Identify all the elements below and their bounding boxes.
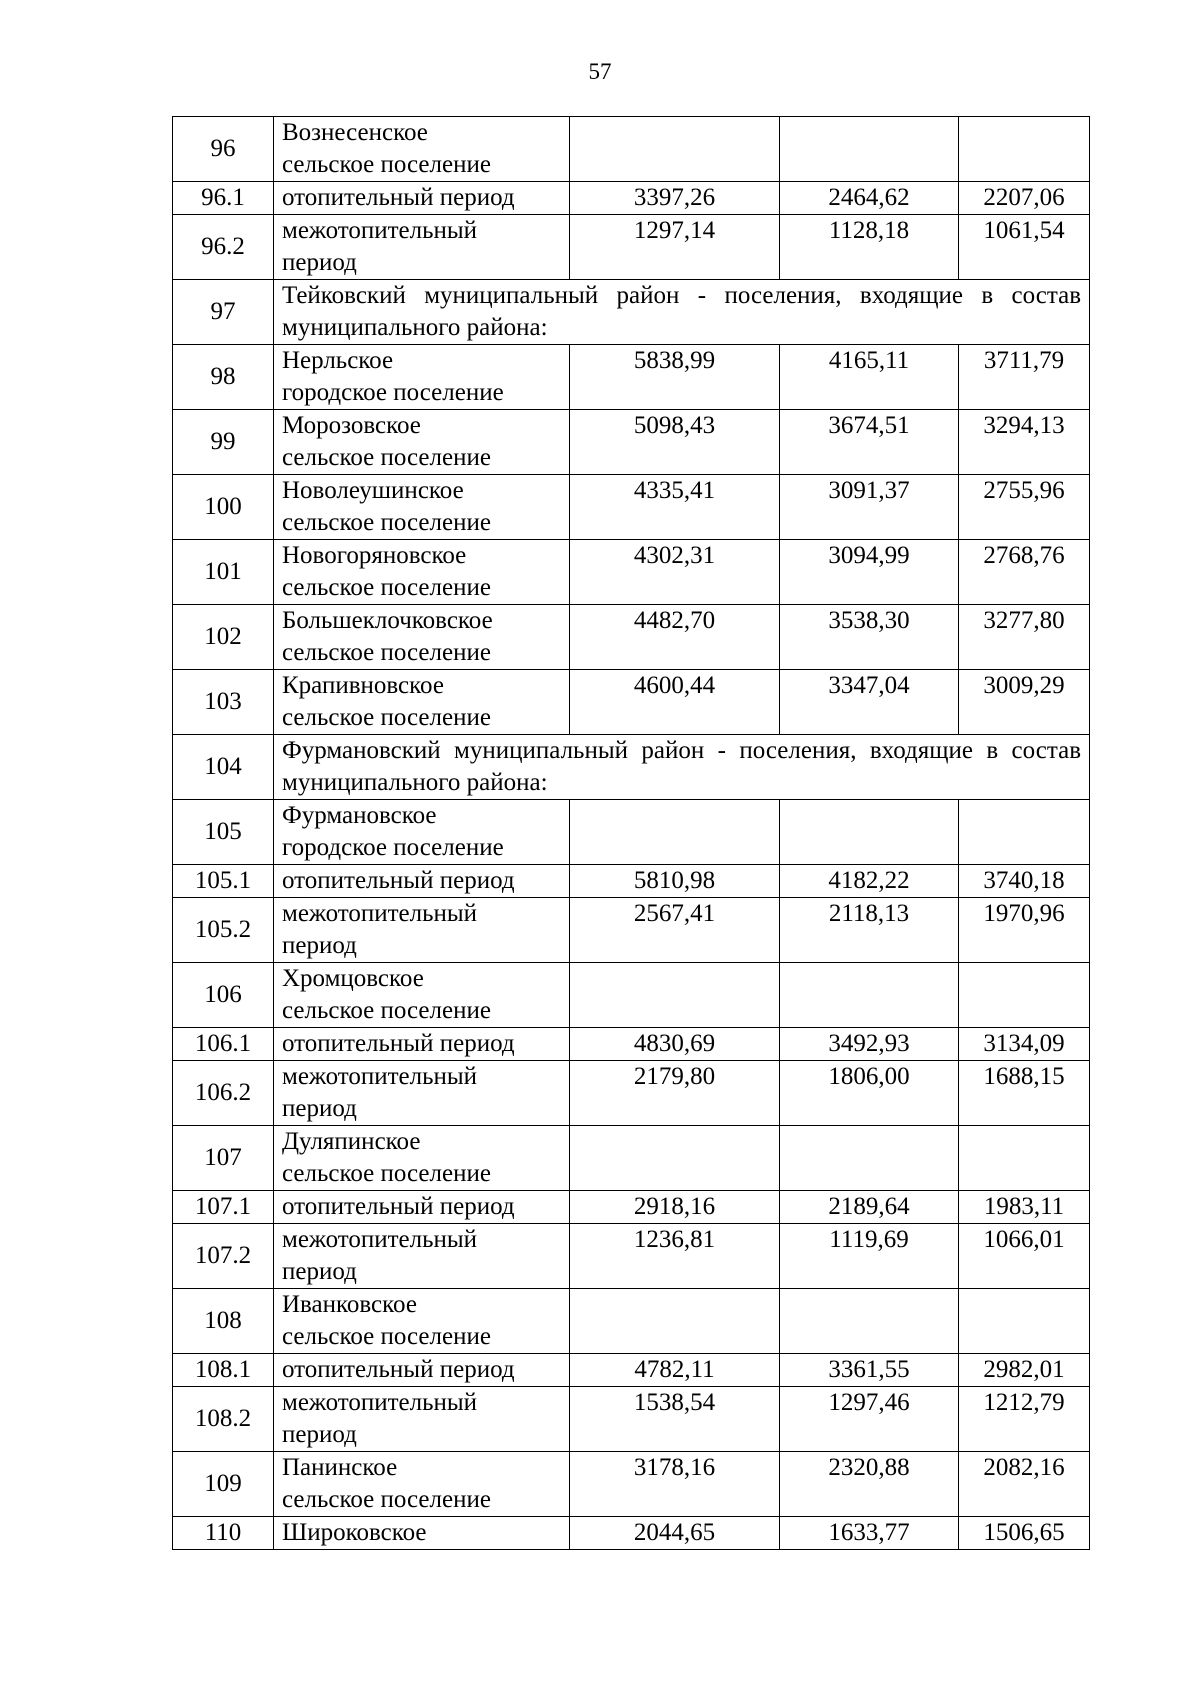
value-col-1: 4482,70 bbox=[570, 605, 780, 670]
value-col-3: 2082,16 bbox=[959, 1452, 1090, 1517]
row-number: 105.2 bbox=[173, 898, 274, 963]
value-col-2: 2189,64 bbox=[780, 1191, 959, 1224]
value-col-1: 3397,26 bbox=[570, 182, 780, 215]
row-number: 97 bbox=[173, 280, 274, 345]
row-number: 106.2 bbox=[173, 1061, 274, 1126]
table-row bbox=[173, 1224, 1090, 1289]
row-number: 108.1 bbox=[173, 1354, 274, 1387]
value-col-1: 4830,69 bbox=[570, 1028, 780, 1061]
value-col-2: 1806,00 bbox=[780, 1061, 959, 1126]
value-col-2: 1297,46 bbox=[780, 1387, 959, 1452]
value-col-1 bbox=[570, 1289, 780, 1354]
value-col-1: 5838,99 bbox=[570, 345, 780, 410]
settlement-name bbox=[274, 1126, 570, 1191]
settlement-name-line: межотопительный bbox=[282, 1389, 478, 1416]
value-col-2: 2464,62 bbox=[780, 182, 959, 215]
settlement-name bbox=[274, 1387, 570, 1452]
settlement-name-line: отопительный период bbox=[282, 1030, 515, 1057]
row-number: 105 bbox=[173, 800, 274, 865]
settlement-name bbox=[274, 865, 570, 898]
settlement-name-line: сельское поселение bbox=[282, 1323, 491, 1350]
value-col-3 bbox=[959, 1126, 1090, 1191]
value-col-2: 3361,55 bbox=[780, 1354, 959, 1387]
settlement-name bbox=[274, 410, 570, 475]
table-row bbox=[173, 1517, 1090, 1550]
value-col-2: 1128,18 bbox=[780, 215, 959, 280]
settlement-name-line: межотопительный bbox=[282, 1226, 478, 1253]
settlement-name-line: сельское поселение bbox=[282, 444, 491, 471]
value-col-3 bbox=[959, 1289, 1090, 1354]
settlement-name-line: период bbox=[282, 1095, 357, 1122]
value-col-3: 2982,01 bbox=[959, 1354, 1090, 1387]
settlement-name bbox=[274, 345, 570, 410]
row-number: 104 bbox=[173, 735, 274, 800]
table-row bbox=[173, 1452, 1090, 1517]
settlement-name bbox=[274, 1191, 570, 1224]
settlement-name bbox=[274, 1061, 570, 1126]
value-col-1: 1297,14 bbox=[570, 215, 780, 280]
value-col-2: 3674,51 bbox=[780, 410, 959, 475]
value-col-2 bbox=[780, 1126, 959, 1191]
row-number: 106.1 bbox=[173, 1028, 274, 1061]
value-col-3: 3134,09 bbox=[959, 1028, 1090, 1061]
settlement-name-line: Новолеушинское bbox=[282, 477, 464, 504]
row-number: 107 bbox=[173, 1126, 274, 1191]
settlement-name bbox=[274, 1354, 570, 1387]
value-col-1: 1236,81 bbox=[570, 1224, 780, 1289]
settlement-name-line: период bbox=[282, 1258, 357, 1285]
settlement-name-line: межотопительный bbox=[282, 217, 478, 244]
value-col-3: 1212,79 bbox=[959, 1387, 1090, 1452]
settlement-name-line: период bbox=[282, 1421, 357, 1448]
district-heading: Тейковский муниципальный район - поселения, входящие в состав муниципального района: bbox=[274, 280, 1090, 345]
tariff-table-body bbox=[173, 117, 1090, 1550]
settlement-name-line: Широковское bbox=[282, 1519, 427, 1546]
settlement-name-line: отопительный период bbox=[282, 867, 515, 894]
row-number: 100 bbox=[173, 475, 274, 540]
table-row bbox=[173, 1354, 1090, 1387]
value-col-1: 1538,54 bbox=[570, 1387, 780, 1452]
value-col-3: 2755,96 bbox=[959, 475, 1090, 540]
value-col-2: 1119,69 bbox=[780, 1224, 959, 1289]
settlement-name-line: сельское поселение bbox=[282, 1160, 491, 1187]
row-number: 108 bbox=[173, 1289, 274, 1354]
value-col-3: 1983,11 bbox=[959, 1191, 1090, 1224]
table-row bbox=[173, 182, 1090, 215]
row-number: 107.2 bbox=[173, 1224, 274, 1289]
table-row bbox=[173, 1028, 1090, 1061]
value-col-3: 2207,06 bbox=[959, 182, 1090, 215]
value-col-1: 4335,41 bbox=[570, 475, 780, 540]
value-col-2: 4182,22 bbox=[780, 865, 959, 898]
settlement-name bbox=[274, 670, 570, 735]
value-col-1 bbox=[570, 800, 780, 865]
value-col-3 bbox=[959, 117, 1090, 182]
table-row bbox=[173, 1191, 1090, 1224]
settlement-name-line: Иванковское bbox=[282, 1291, 417, 1318]
row-number: 110 bbox=[173, 1517, 274, 1550]
value-col-3: 3294,13 bbox=[959, 410, 1090, 475]
value-col-1: 2918,16 bbox=[570, 1191, 780, 1224]
value-col-2: 2320,88 bbox=[780, 1452, 959, 1517]
value-col-3: 1506,65 bbox=[959, 1517, 1090, 1550]
value-col-3: 3277,80 bbox=[959, 605, 1090, 670]
settlement-name bbox=[274, 1517, 570, 1550]
row-number: 96 bbox=[173, 117, 274, 182]
table-row bbox=[173, 1387, 1090, 1452]
settlement-name bbox=[274, 963, 570, 1028]
value-col-2 bbox=[780, 963, 959, 1028]
row-number: 108.2 bbox=[173, 1387, 274, 1452]
row-number: 96.2 bbox=[173, 215, 274, 280]
value-col-1: 2179,80 bbox=[570, 1061, 780, 1126]
settlement-name-line: отопительный период bbox=[282, 184, 515, 211]
settlement-name-line: Морозовское bbox=[282, 412, 421, 439]
settlement-name-line: Дуляпинское bbox=[282, 1128, 421, 1155]
settlement-name-line: Вознесенское bbox=[282, 119, 428, 146]
value-col-3: 3009,29 bbox=[959, 670, 1090, 735]
row-number: 102 bbox=[173, 605, 274, 670]
row-number: 103 bbox=[173, 670, 274, 735]
district-heading: Фурмановский муниципальный район - поселения, входящие в состав муниципального района: bbox=[274, 735, 1090, 800]
value-col-2: 3492,93 bbox=[780, 1028, 959, 1061]
value-col-2 bbox=[780, 800, 959, 865]
table-row bbox=[173, 670, 1090, 735]
settlement-name-line: период bbox=[282, 249, 357, 276]
table-row bbox=[173, 345, 1090, 410]
settlement-name bbox=[274, 540, 570, 605]
row-number: 98 bbox=[173, 345, 274, 410]
settlement-name bbox=[274, 1224, 570, 1289]
settlement-name-line: Панинское bbox=[282, 1454, 398, 1481]
settlement-name bbox=[274, 475, 570, 540]
value-col-3: 1061,54 bbox=[959, 215, 1090, 280]
value-col-1: 2567,41 bbox=[570, 898, 780, 963]
value-col-3: 1688,15 bbox=[959, 1061, 1090, 1126]
settlement-name-line: Нерльское bbox=[282, 347, 394, 374]
value-col-1: 5098,43 bbox=[570, 410, 780, 475]
settlement-name bbox=[274, 1452, 570, 1517]
settlement-name-line: сельское поселение bbox=[282, 639, 491, 666]
row-number: 107.1 bbox=[173, 1191, 274, 1224]
settlement-name-line: сельское поселение bbox=[282, 574, 491, 601]
value-col-2 bbox=[780, 117, 959, 182]
value-col-3: 2768,76 bbox=[959, 540, 1090, 605]
value-col-3 bbox=[959, 963, 1090, 1028]
value-col-1 bbox=[570, 1126, 780, 1191]
settlement-name bbox=[274, 182, 570, 215]
row-number: 109 bbox=[173, 1452, 274, 1517]
value-col-1: 2044,65 bbox=[570, 1517, 780, 1550]
settlement-name-line: сельское поселение bbox=[282, 1486, 491, 1513]
table-row bbox=[173, 1061, 1090, 1126]
settlement-name-line: сельское поселение bbox=[282, 509, 491, 536]
value-col-3: 1970,96 bbox=[959, 898, 1090, 963]
value-col-2: 2118,13 bbox=[780, 898, 959, 963]
page-number: 57 bbox=[588, 59, 612, 84]
value-col-1: 4600,44 bbox=[570, 670, 780, 735]
table-row bbox=[173, 410, 1090, 475]
value-col-1 bbox=[570, 117, 780, 182]
settlement-name-line: сельское поселение bbox=[282, 151, 491, 178]
table-row bbox=[173, 280, 1090, 345]
row-number: 105.1 bbox=[173, 865, 274, 898]
value-col-1 bbox=[570, 963, 780, 1028]
settlement-name-line: отопительный период bbox=[282, 1193, 515, 1220]
settlement-name-line: сельское поселение bbox=[282, 704, 491, 731]
settlement-name bbox=[274, 898, 570, 963]
table-row bbox=[173, 1126, 1090, 1191]
settlement-name bbox=[274, 1028, 570, 1061]
settlement-name-line: межотопительный bbox=[282, 900, 478, 927]
value-col-1: 4302,31 bbox=[570, 540, 780, 605]
value-col-1: 4782,11 bbox=[570, 1354, 780, 1387]
settlement-name bbox=[274, 117, 570, 182]
value-col-1: 3178,16 bbox=[570, 1452, 780, 1517]
table-row bbox=[173, 215, 1090, 280]
row-number: 99 bbox=[173, 410, 274, 475]
row-number: 101 bbox=[173, 540, 274, 605]
settlement-name-line: Большеклочковское bbox=[282, 607, 493, 634]
value-col-2: 4165,11 bbox=[780, 345, 959, 410]
table-row bbox=[173, 540, 1090, 605]
table-row bbox=[173, 735, 1090, 800]
value-col-3: 3711,79 bbox=[959, 345, 1090, 410]
table-row bbox=[173, 117, 1090, 182]
settlement-name-line: Фурмановское bbox=[282, 802, 437, 829]
settlement-name-line: Новогоряновское bbox=[282, 542, 467, 569]
table-row bbox=[173, 865, 1090, 898]
value-col-3 bbox=[959, 800, 1090, 865]
settlement-name bbox=[274, 1289, 570, 1354]
value-col-1: 5810,98 bbox=[570, 865, 780, 898]
table-row bbox=[173, 800, 1090, 865]
table-row bbox=[173, 475, 1090, 540]
row-number: 106 bbox=[173, 963, 274, 1028]
settlement-name-line: межотопительный bbox=[282, 1063, 478, 1090]
settlement-name-line: Крапивновское bbox=[282, 672, 444, 699]
settlement-name-line: городское поселение bbox=[282, 834, 504, 861]
value-col-2: 3091,37 bbox=[780, 475, 959, 540]
settlement-name-line: период bbox=[282, 932, 357, 959]
row-number: 96.1 bbox=[173, 182, 274, 215]
table-row bbox=[173, 963, 1090, 1028]
value-col-3: 1066,01 bbox=[959, 1224, 1090, 1289]
settlement-name-line: городское поселение bbox=[282, 379, 504, 406]
value-col-2: 1633,77 bbox=[780, 1517, 959, 1550]
settlement-name bbox=[274, 605, 570, 670]
value-col-2 bbox=[780, 1289, 959, 1354]
table-row bbox=[173, 605, 1090, 670]
settlement-name bbox=[274, 800, 570, 865]
settlement-name-line: отопительный период bbox=[282, 1356, 515, 1383]
value-col-2: 3347,04 bbox=[780, 670, 959, 735]
settlement-name-line: Хромцовское bbox=[282, 965, 424, 992]
table-row bbox=[173, 1289, 1090, 1354]
value-col-3: 3740,18 bbox=[959, 865, 1090, 898]
table-row bbox=[173, 898, 1090, 963]
tariff-table bbox=[172, 116, 1090, 1550]
settlement-name bbox=[274, 215, 570, 280]
value-col-2: 3538,30 bbox=[780, 605, 959, 670]
value-col-2: 3094,99 bbox=[780, 540, 959, 605]
settlement-name-line: сельское поселение bbox=[282, 997, 491, 1024]
